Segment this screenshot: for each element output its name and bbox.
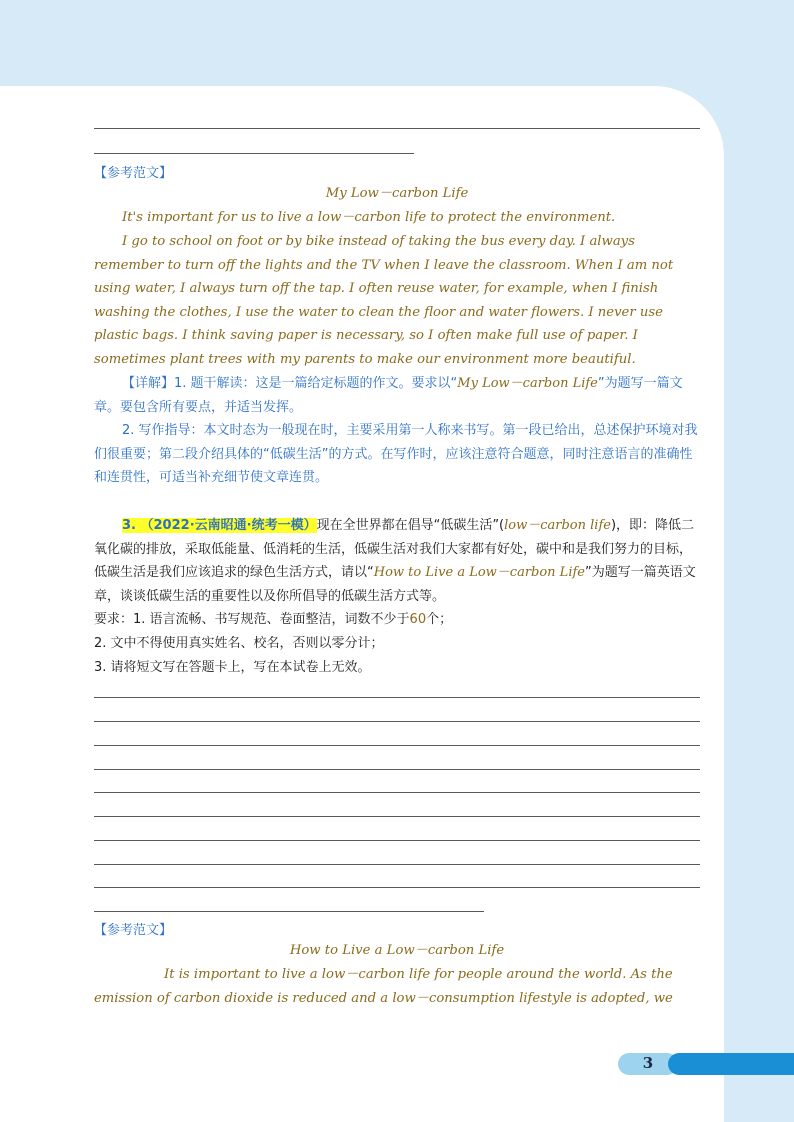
writing-line [94,911,484,912]
detail-label: 【详解】 [122,376,175,391]
essay-paragraph: It's important for us to live a low－carbon life to protect the environment. [122,210,616,225]
writing-line [94,840,700,841]
question-3-text: 3. （2022·云南昭通·统考一模）现在全世界都在倡导“低碳生活”(low－carbon life)，即：降低二氧化碳的排放，采取低能量、低消耗的生活，低碳生活对我们大家都有好处，碳中和是我们努力的目标，低碳生活是我们应该追求的绿色生活方式，请以“How to Live a Low－carbon Life”为题写一篇英语文章，谈谈低碳生活的重要性以及你所倡导的低碳生活方式等。 [94,518,696,604]
header-band [0,0,794,86]
writing-line [94,864,700,865]
requirement-1: 要求：1. 语言流畅、书写规范、卷面整洁，词数不少于60个； [94,612,453,627]
question-source-badge: 3. （2022·云南昭通·统考一模） [122,518,317,533]
requirement-2: 2. 文中不得使用真实姓名、校名，否则以零分计； [94,636,384,651]
answer-line [94,153,414,154]
writing-line [94,721,700,722]
writing-line [94,816,700,817]
essay-title: How to Live a Low－carbon Life [289,943,505,958]
writing-line [94,697,700,698]
requirement-3: 3. 请将短文写在答题卡上，写在本试卷上无效。 [94,660,371,675]
writing-line [94,769,700,770]
essay-title: My Low－carbon Life [325,186,469,201]
detail-paragraph-2: 2. 写作指导：本文时态为一般现在时，主要采用第一人称来书写。第一段已给出，总述保护环境对我们很重要；第二段介绍具体的“低碳生活”的方式。在写作时，应该注意符合题意，同时注意语言的准确性和连贯性，可适当补充细节使文章连贯。 [94,423,698,485]
writing-line [94,887,700,888]
reference-essay-label: 【参考范文】 [94,166,173,181]
reference-essay-label: 【参考范文】 [94,923,173,938]
writing-line [94,745,700,746]
essay-paragraph: I go to school on foot or by bike instead of taking the bus every day. I always remember to turn off the lights and the TV when I leave the classroom. When I am not using water, I always turn off the tap. I often reuse water, for example, when I finish washing the clothes, I use the water to clean the floor and water flowers. I never use plastic bags. I think saving paper is necessary, so I often make full use of paper. I sometimes plant trees with my parents to make our environment more beautiful. [94,234,674,367]
detail-paragraph-1: 【详解】1. 题干解读：这是一篇给定标题的作文。要求以“My Low－carbon Life”为题写一篇文章。要包含所有要点，并适当发挥。 [94,376,683,415]
writing-line [94,792,700,793]
essay-paragraph: It is important to live a low－carbon life for people around the world. As the emission of carbon dioxide is reduced and a low－consumption lifestyle is adopted, we [94,967,673,1006]
page-number: 3 [642,1054,654,1072]
page-number-bar [668,1053,794,1075]
answer-line [94,128,700,129]
